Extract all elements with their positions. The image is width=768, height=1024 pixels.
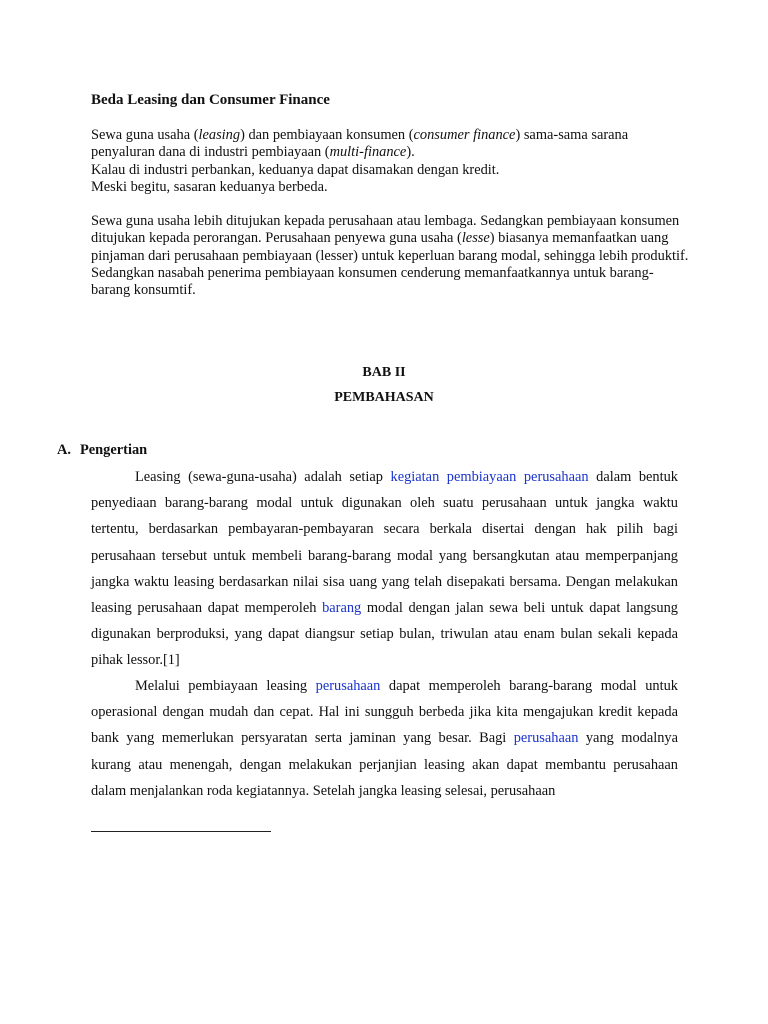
intro-text: Sewa guna usaha (	[91, 127, 199, 143]
subsection-title: Pengertian	[80, 442, 148, 458]
intro-italic-term: leasing	[198, 127, 241, 143]
intro-paragraph-2	[91, 213, 691, 299]
intro-text: Sewa guna usaha lebih ditujukan kepada perusahaan atau lembaga. Sedangkan pembiayaan konsumen ditujukan kepada perorangan. Perusahaan penyewa guna usaha (	[91, 213, 680, 247]
body-text: dapat memperoleh barang-barang modal untuk operasional dengan mudah dan cepat. Hal ini sungguh berbeda jika kita mengajukan kredit kepada bank yang memerlukan persyaratan serta jaminan yang besar. Bagi	[91, 678, 678, 747]
footnote-separator	[91, 831, 271, 832]
intro-text: Kalau di industri perbankan, keduanya dapat disamakan dengan kredit.	[91, 161, 500, 178]
intro-text: ) biasanya memanfaatkan uang pinjaman dari perusahaan pembiayaan (lesser) untuk keperluan barang modal, sehingga lebih produktif. Sedangkan nasabah penerima pembiayaan konsumen cenderung memanfaatkannya untuk barang-barang konsumtif.	[91, 230, 689, 299]
intro-italic-term: multi-finance	[329, 144, 407, 161]
chapter-number: BAB II	[362, 365, 406, 380]
body-text: Melalui pembiayaan leasing	[135, 678, 316, 694]
hyperlink-kegiatan-pembiayaan-perusahaan[interactable]: kegiatan pembiayaan perusahaan	[390, 469, 589, 485]
subsection-marker: A.	[57, 442, 71, 458]
hyperlink-perusahaan[interactable]: perusahaan	[315, 678, 381, 694]
intro-text: Meski begitu, sasaran keduanya berbeda.	[91, 178, 328, 195]
chapter-title: PEMBAHASAN	[334, 390, 434, 405]
body-text: Leasing (sewa-guna-usaha) adalah setiap	[135, 469, 391, 485]
body-paragraph-2	[91, 673, 678, 804]
body-paragraph-1	[91, 464, 678, 674]
intro-italic-term: consumer finance	[413, 127, 516, 143]
body-text: modal dengan jalan sewa beli untuk dapat langsung digunakan berproduksi, yang dapat diangsur setiap bulan, triwulan atau enam bulan sekali kepada pihak lessor.[1]	[91, 600, 678, 669]
intro-paragraph-1	[91, 127, 691, 196]
subsection-heading	[57, 442, 147, 459]
intro-text: penyaluran dana di industri pembiayaan (	[91, 144, 330, 161]
section-title: Beda Leasing dan Consumer Finance	[91, 92, 330, 108]
intro-text: ) dan pembiayaan konsumen (	[240, 127, 414, 143]
body-text: yang modalnya kurang atau menengah, dengan melakukan perjanjian leasing akan dapat membantu perusahaan dalam menjalankan roda kegiatannya. Setelah jangka leasing selesai, perusahaan	[91, 730, 678, 799]
intro-text: ) sama-sama sarana	[515, 127, 629, 143]
hyperlink-perusahaan[interactable]: perusahaan	[513, 730, 579, 747]
intro-text: ).	[406, 144, 415, 161]
body-text: dalam bentuk penyediaan barang-barang modal untuk digunakan oleh suatu perusahaan untuk jangka waktu tertentu, berdasarkan pembayaran-pembayaran secara berkala disertai dengan hak pilih bagi perusahaan tersebut untuk membeli barang-barang modal yang bersangkutan atau memperpanjang jangka waktu leasing berdasarkan nilai sisa uang yang telah disepakati bersama. Dengan melakukan leasing perusahaan dapat memperoleh	[91, 469, 679, 617]
hyperlink-barang[interactable]: barang	[322, 600, 362, 617]
intro-italic-term: lesse	[461, 230, 490, 247]
